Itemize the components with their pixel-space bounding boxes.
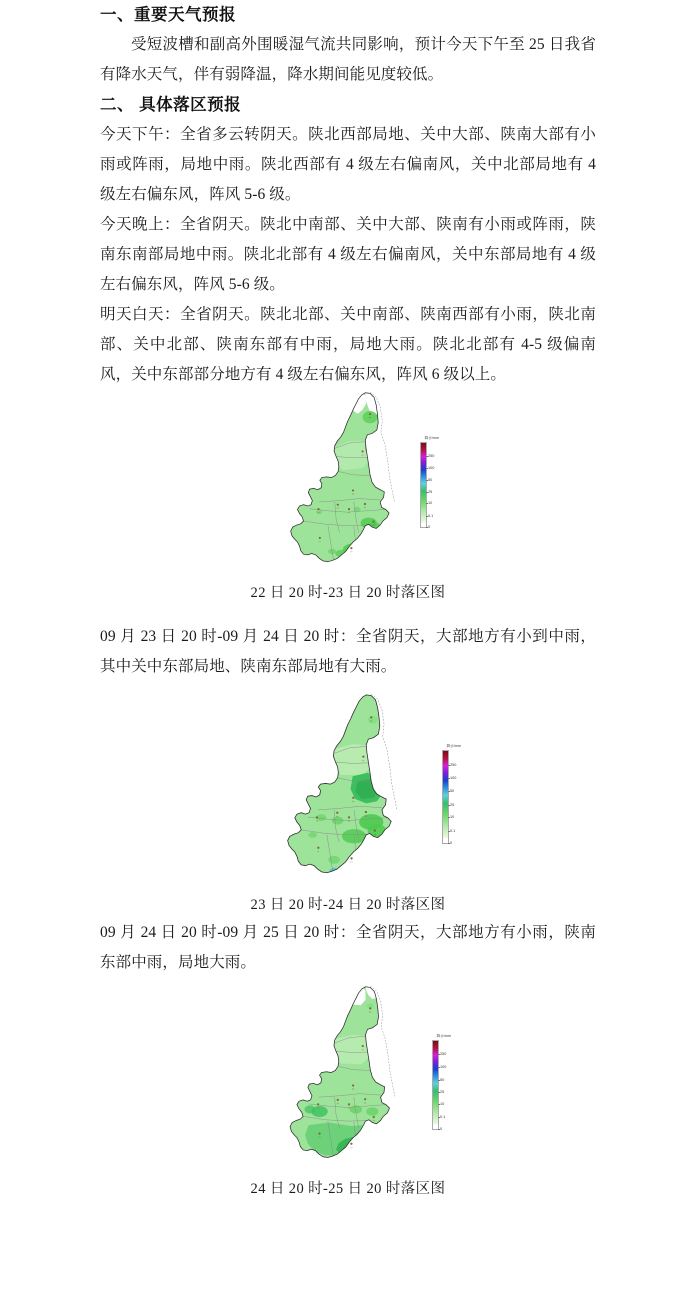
- legend-tick-100: 100: [428, 465, 435, 470]
- legend-tick-100: 100: [450, 776, 457, 781]
- city-dot-icon: [362, 756, 364, 758]
- city-dot-icon: [319, 537, 321, 539]
- city-label: 商洛: [373, 834, 376, 836]
- city-dot-icon: [350, 857, 352, 859]
- city-dot-icon: [370, 716, 372, 718]
- figure-map-22-23: [100, 390, 596, 606]
- city-dot-icon: [337, 1099, 339, 1101]
- legend-tick-0: 0: [428, 525, 431, 530]
- legend-tick-10: 10: [428, 501, 433, 506]
- city-dot-icon: [362, 450, 364, 452]
- city-dot-icon: [364, 503, 366, 505]
- city-dot-icon: [352, 797, 354, 799]
- legend-tick-250: 250: [440, 1052, 447, 1057]
- city-dot-icon: [374, 829, 376, 831]
- city-dot-icon: [317, 847, 319, 849]
- map-legend-2: [442, 744, 467, 844]
- shaanxi-precipitation-map-3: [234, 984, 462, 1176]
- city-label: 商洛: [372, 525, 375, 527]
- legend-tick-25: 25: [440, 1090, 445, 1095]
- city-label: 商洛: [372, 1121, 375, 1123]
- figure-map-23-24: [100, 692, 596, 918]
- city-dot-icon: [336, 812, 338, 814]
- city-dot-icon: [364, 1098, 366, 1100]
- forecast-tomorrow-daytime: 明天白天：全省阴天。陕北北部、关中南部、陕南西部有小雨，陕北南部、关中北部、陕南东部有中雨，局地大雨。陕北北部有 4-5 级偏南风，关中东部部分地方有 4 级左右偏东风，阵风 6 级以上。: [100, 306, 596, 383]
- forecast-block-24-25: 09 月 24 日 20 时-09 月 25 日 20 时：全省阴天，大部地方有小雨，陕南东部中雨，局地大雨。: [100, 924, 596, 971]
- city-marker: [350, 1143, 353, 1149]
- city-label: 汉中: [318, 542, 321, 543]
- legend-tick-0: 0: [450, 841, 453, 846]
- city-dot-icon: [318, 1132, 320, 1134]
- map-image-24-25: [234, 984, 462, 1176]
- map-legend-1: [420, 436, 445, 528]
- caption-map-24-25: 24 日 20 时-25 日 20 时落区图: [250, 1181, 446, 1197]
- legend-tick-10: 10: [440, 1101, 445, 1106]
- forecast-block-23-24: 09 月 23 日 20 时-09 月 24 日 20 时：全省阴天，大部地方有小到中雨，其中关中东部局地、陕南东部局地有大雨。: [100, 628, 596, 675]
- section-heading-2: 二、 具体落区预报: [100, 96, 242, 114]
- city-label: 汉中: [318, 1137, 321, 1139]
- figure-map-24-25: [100, 984, 596, 1202]
- caption-map-23-24: 23 日 20 时-24 日 20 时落区图: [250, 897, 446, 913]
- city-dot-icon: [362, 1045, 364, 1047]
- legend-tick-01: 0.1: [450, 828, 456, 833]
- legend-tick-100: 100: [440, 1065, 447, 1069]
- city-label: 铜川: [351, 494, 355, 496]
- forecast-this-afternoon: 今天下午：全省多云转阴天。陕北西部局地、关中大部、陕南大部有小雨或阵雨，局地中雨。陕北西部有 4 级左右偏南风，关中北部局地有 4 级左右偏东风，阵风 5-6 级。: [100, 126, 596, 203]
- city-label: 渭南: [363, 1103, 367, 1105]
- legend-tick-50: 50: [440, 1077, 445, 1082]
- caption-map-22-23: 22 日 20 时-23 日 20 时落区图: [250, 585, 446, 601]
- legend-tick-25: 25: [450, 802, 455, 807]
- city-dot-icon: [316, 816, 318, 818]
- city-label: 咸阳: [336, 508, 339, 510]
- city-label: 榆林: [370, 721, 373, 723]
- map-legend-3: [432, 1034, 457, 1130]
- city-label: 西安: [347, 513, 351, 515]
- city-label: 延安: [361, 1050, 364, 1052]
- city-dot-icon: [352, 489, 354, 491]
- legend-tick-250: 250: [428, 453, 435, 458]
- legend-title: 降水/mm: [446, 744, 461, 748]
- city-label: 咸阳: [336, 1104, 339, 1105]
- city-marker: [350, 547, 353, 553]
- forecast-tonight: 今天晚上：全省阴天。陕北中南部、关中大部、陕南有小雨或阵雨，陕南东南部局地中雨。陕北北部有 4 级左右偏南风，关中东部局地有 4 级左右偏东风，阵风 5-6 级。: [100, 216, 596, 293]
- city-dot-icon: [348, 816, 350, 818]
- city-label: 安康: [350, 552, 353, 554]
- city-label: 榆林: [368, 418, 372, 420]
- city-label: 延安: [361, 455, 364, 457]
- city-label: 安康: [350, 862, 353, 864]
- city-dot-icon: [317, 508, 319, 510]
- city-dot-icon: [369, 1007, 371, 1009]
- city-dot-icon: [348, 1103, 350, 1105]
- city-dot-icon: [348, 508, 350, 510]
- city-dot-icon: [372, 521, 374, 523]
- document-content: [100, 0, 596, 1202]
- legend-tick-250: 250: [450, 763, 457, 768]
- city-label: 宝鸡: [317, 1108, 320, 1110]
- legend-ticks: [440, 1040, 456, 1130]
- city-label: 铜川: [351, 1089, 355, 1091]
- map-image-23-24: [228, 692, 468, 892]
- shaanxi-precipitation-map-1: [248, 390, 448, 580]
- city-dot-icon: [337, 504, 339, 506]
- city-dot-icon: [369, 413, 371, 415]
- legend-ticks: [450, 750, 466, 844]
- city-label: 渭南: [363, 508, 367, 510]
- legend-tick-0: 0: [440, 1127, 443, 1132]
- city-label: 西安: [347, 1108, 351, 1110]
- city-label: 宝鸡: [317, 513, 320, 515]
- map-image-22-23: [248, 390, 448, 580]
- city-label: 西安: [347, 821, 351, 823]
- legend-ticks: [428, 442, 444, 528]
- city-dot-icon: [373, 1116, 375, 1118]
- city-dot-icon: [365, 811, 367, 813]
- legend-title: 降水/mm: [436, 1034, 451, 1038]
- legend-tick-25: 25: [428, 489, 433, 494]
- section-heading-1: 一、重要天气预报: [100, 6, 236, 24]
- legend-tick-50: 50: [428, 477, 433, 482]
- city-label: 安康: [350, 1147, 353, 1149]
- city-label: 咸阳: [336, 817, 339, 818]
- legend-tick-01: 0.1: [428, 513, 434, 518]
- city-label: 宝鸡: [315, 821, 319, 823]
- city-dot-icon: [352, 1084, 354, 1086]
- city-marker: [350, 857, 353, 863]
- shaanxi-precipitation-map-2: [228, 692, 468, 892]
- city-label: 延安: [362, 760, 365, 762]
- legend-tick-01: 0.1: [440, 1115, 446, 1120]
- legend-tick-50: 50: [450, 789, 455, 794]
- city-label: 汉中: [317, 852, 320, 853]
- city-label: 渭南: [364, 816, 368, 818]
- city-label: 铜川: [352, 802, 355, 803]
- legend-title: 降水/mm: [424, 436, 439, 440]
- city-label: 榆林: [369, 1012, 372, 1014]
- city-dot-icon: [350, 547, 352, 549]
- legend-tick-10: 10: [450, 814, 455, 819]
- city-dot-icon: [350, 1143, 352, 1145]
- city-dot-icon: [317, 1103, 319, 1105]
- section-1-paragraph-1: 受短波槽和副高外围暖湿气流共同影响，预计今天下午至 25 日我省有降水天气，伴有弱降温，降水期间能见度较低。: [100, 36, 596, 83]
